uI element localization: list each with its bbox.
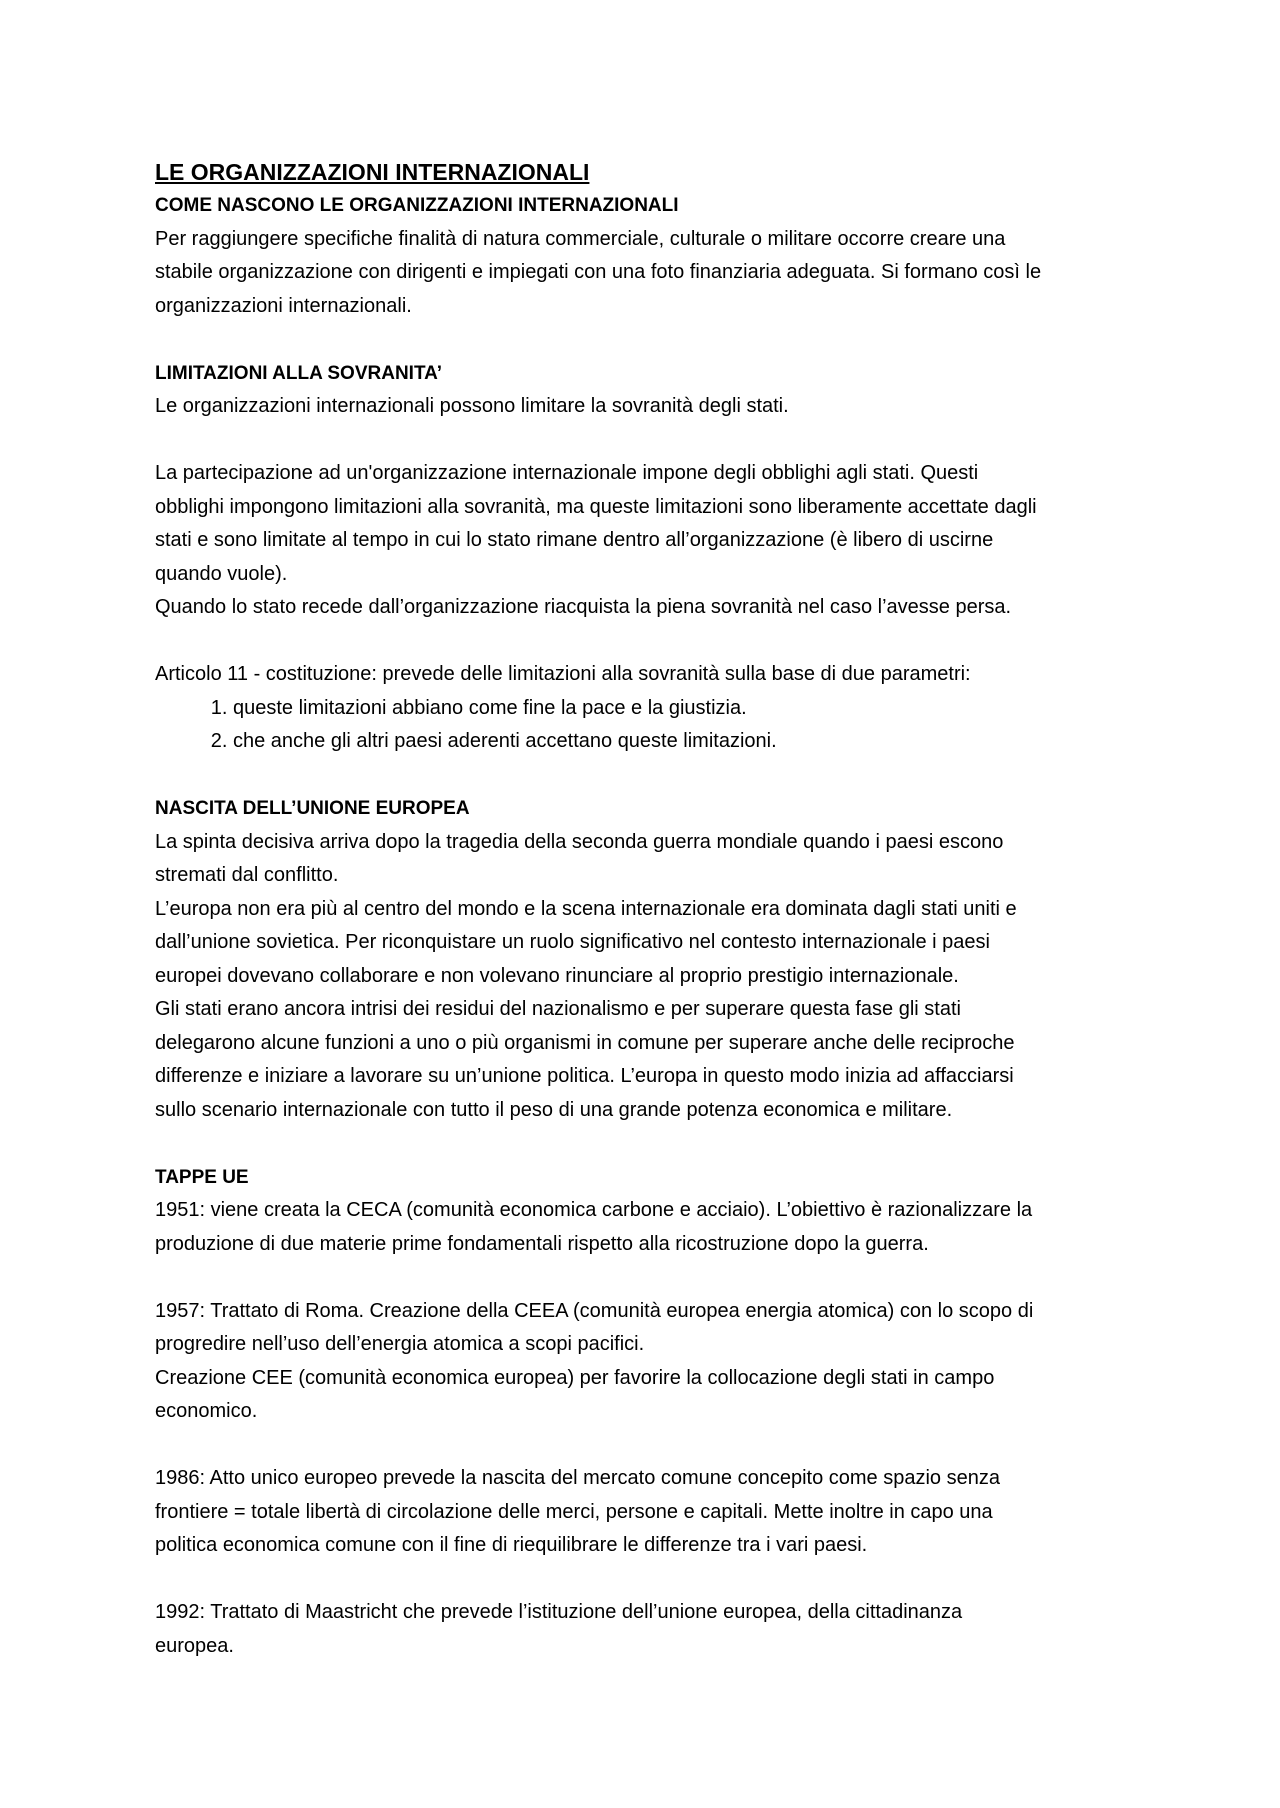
section-heading-origins: COME NASCONO LE ORGANIZZAZIONI INTERNAZIONALI xyxy=(155,195,679,216)
paragraph-line: europea. xyxy=(155,1634,234,1657)
section-heading-sovereignty: LIMITAZIONI ALLA SOVRANITA’ xyxy=(155,362,443,384)
section-heading-eu-stages: TAPPE UE xyxy=(155,1166,249,1188)
paragraph-line: 1986: Atto unico europeo prevede la nascita del mercato comune concepito come spazio senza xyxy=(155,1467,1000,1489)
paragraph-line: economico. xyxy=(155,1400,258,1422)
paragraph-line: Articolo 11 - costituzione: prevede delle limitazioni alla sovranità sulla base di due parametri: xyxy=(155,663,971,685)
document-title: LE ORGANIZZAZIONI INTERNAZIONALI xyxy=(155,159,590,185)
paragraph-line: stati e sono limitate al tempo in cui lo stato rimane dentro all’organizzazione (è libero di uscirne xyxy=(155,529,994,551)
paragraph-line: produzione di due materie prime fondamentali rispetto alla ricostruzione dopo la guerra. xyxy=(155,1232,929,1255)
paragraph-line: 1992: Trattato di Maastricht che prevede l’istituzione dell’unione europea, della cittadinanza xyxy=(155,1601,963,1623)
paragraph-line: Gli stati erano ancora intrisi dei residui del nazionalismo e per superare questa fase gli stati xyxy=(155,998,961,1020)
paragraph-line: La spinta decisiva arriva dopo la tragedia della seconda guerra mondiale quando i paesi escono xyxy=(155,830,1004,853)
paragraph-line: frontiere = totale libertà di circolazione delle merci, persone e capitali. Mette inoltre in capo una xyxy=(155,1500,993,1523)
paragraph-line: dall’unione sovietica. Per riconquistare un ruolo significativo nel contesto internazionale i paesi xyxy=(155,931,990,953)
paragraph-line: Quando lo stato recede dall’organizzazione riacquista la piena sovranità nel caso l’avesse persa. xyxy=(155,596,1012,618)
paragraph-line: stremati dal conflitto. xyxy=(155,864,339,886)
document-page xyxy=(155,155,1155,1663)
list-item: 2. che anche gli altri paesi aderenti accettano queste limitazioni. xyxy=(233,725,1155,759)
paragraph-line: obblighi impongono limitazioni alla sovranità, ma queste limitazioni sono liberamente accettate dagli xyxy=(155,495,1037,518)
section-heading-eu-birth: NASCITA DELL’UNIONE EUROPEA xyxy=(155,798,470,819)
paragraph-line: progredire nell’uso dell’energia atomica a scopi pacifici. xyxy=(155,1333,645,1355)
paragraph-line: politica economica comune con il fine di riequilibrare le differenze tra i vari paesi. xyxy=(155,1534,868,1556)
numbered-list xyxy=(155,692,1155,759)
paragraph-line: Per raggiungere specifiche finalità di natura commerciale, culturale o militare occorre creare una xyxy=(155,227,1006,250)
paragraph-line: La partecipazione ad un'organizzazione internazionale impone degli obblighi agli stati. Questi xyxy=(155,462,979,484)
paragraph-line: delegarono alcune funzioni a uno o più organismi in comune per superare anche delle reciproche xyxy=(155,1031,1015,1054)
paragraph-line: sullo scenario internazionale con tutto il peso di una grande potenza economica e militare. xyxy=(155,1098,953,1121)
paragraph-line: organizzazioni internazionali. xyxy=(155,294,412,317)
paragraph-line: Creazione CEE (comunità economica europea) per favorire la collocazione degli stati in campo xyxy=(155,1366,995,1389)
paragraph-line: differenze e iniziare a lavorare su un’unione politica. L’europa in questo modo inizia ad affacciarsi xyxy=(155,1065,1014,1087)
paragraph-line: 1951: viene creata la CECA (comunità economica carbone e acciaio). L’obiettivo è razionalizzare la xyxy=(155,1199,1033,1221)
paragraph-line: europei dovevano collaborare e non volevano rinunciare al proprio prestigio internazionale. xyxy=(155,964,959,987)
paragraph-line: L’europa non era più al centro del mondo e la scena internazionale era dominata dagli stati uniti e xyxy=(155,897,1017,920)
list-item: 1. queste limitazioni abbiano come fine la pace e la giustizia. xyxy=(233,692,1155,726)
paragraph-line: 1957: Trattato di Roma. Creazione della CEEA (comunità europea energia atomica) con lo scopo di xyxy=(155,1299,1034,1322)
paragraph-line: quando vuole). xyxy=(155,562,288,585)
paragraph-line: stabile organizzazione con dirigenti e impiegati con una foto finanziaria adeguata. Si formano così le xyxy=(155,261,1042,283)
paragraph-line: Le organizzazioni internazionali possono limitare la sovranità degli stati. xyxy=(155,395,789,417)
